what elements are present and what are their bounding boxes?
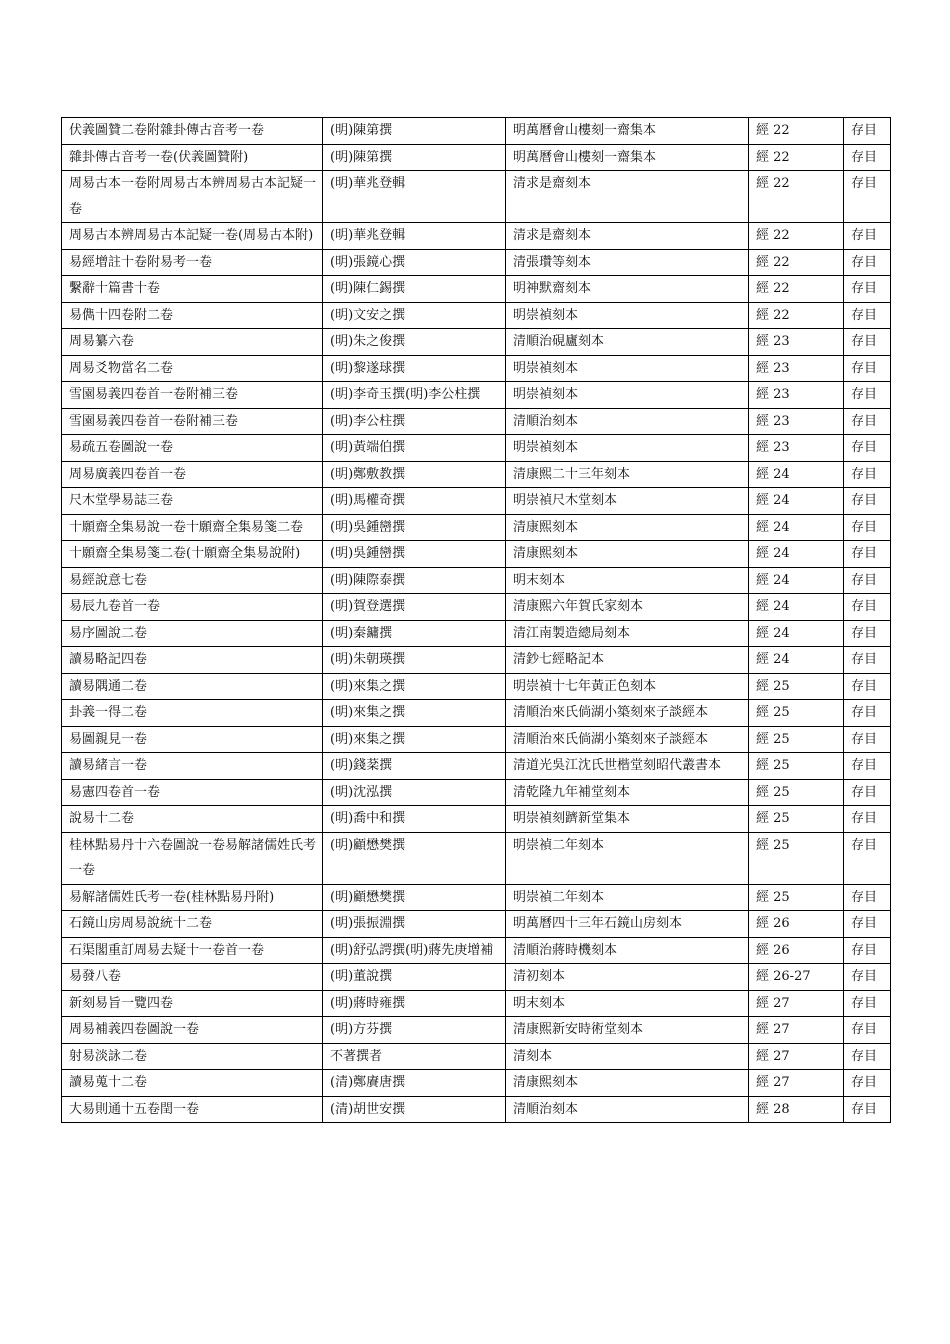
- edition-cell: 清順治來氏倘湖小築刻來子談經本: [506, 726, 749, 753]
- classification-cell: 經 24: [749, 488, 844, 515]
- status-cell: 存目: [844, 726, 891, 753]
- edition-cell: 清康熙刻本: [506, 1070, 749, 1097]
- table-row: [62, 118, 891, 145]
- catalog-table-body: [62, 118, 891, 1123]
- edition-cell: 清康熙六年賀氏家刻本: [506, 594, 749, 621]
- edition-cell: 明崇禎尺木堂刻本: [506, 488, 749, 515]
- classification-cell: 經 26: [749, 911, 844, 938]
- book-title-cell: 石鏡山房周易說統十二卷: [62, 911, 323, 938]
- book-title-cell: 十願齋全集易說一卷十願齋全集易箋二卷: [62, 514, 323, 541]
- book-title-cell: 繫辭十篇書十卷: [62, 276, 323, 303]
- status-cell: 存目: [844, 1070, 891, 1097]
- edition-cell: 明萬曆會山樓刻一齋集本: [506, 118, 749, 145]
- edition-cell: 清刻本: [506, 1043, 749, 1070]
- status-cell: 存目: [844, 276, 891, 303]
- classification-cell: 經 24: [749, 620, 844, 647]
- table-row: [62, 937, 891, 964]
- status-cell: 存目: [844, 329, 891, 356]
- edition-cell: 清康熙刻本: [506, 541, 749, 568]
- status-cell: 存目: [844, 779, 891, 806]
- author-cell: (明)陳仁錫撰: [323, 276, 506, 303]
- status-cell: 存目: [844, 673, 891, 700]
- classification-cell: 經 25: [749, 673, 844, 700]
- status-cell: 存目: [844, 1096, 891, 1123]
- author-cell: (明)朱之俊撰: [323, 329, 506, 356]
- classification-cell: 經 22: [749, 118, 844, 145]
- author-cell: (明)喬中和撰: [323, 806, 506, 833]
- author-cell: (明)董說撰: [323, 964, 506, 991]
- status-cell: 存目: [844, 118, 891, 145]
- author-cell: (明)賀登選撰: [323, 594, 506, 621]
- author-cell: (明)來集之撰: [323, 673, 506, 700]
- book-title-cell: 雜卦傳古音考一卷(伏義圖贊附): [62, 144, 323, 171]
- table-row: [62, 461, 891, 488]
- edition-cell: 明崇禎刻本: [506, 435, 749, 462]
- status-cell: 存目: [844, 461, 891, 488]
- author-cell: (明)鄭敷教撰: [323, 461, 506, 488]
- status-cell: 存目: [844, 620, 891, 647]
- author-cell: (明)來集之撰: [323, 700, 506, 727]
- table-row: [62, 408, 891, 435]
- status-cell: 存目: [844, 1043, 891, 1070]
- status-cell: 存目: [844, 884, 891, 911]
- author-cell: (明)錢棻撰: [323, 753, 506, 780]
- table-row: [62, 1096, 891, 1123]
- edition-cell: 清求是齋刻本: [506, 223, 749, 250]
- table-row: [62, 171, 891, 223]
- status-cell: 存目: [844, 806, 891, 833]
- table-row: [62, 567, 891, 594]
- book-title-cell: 周易纂六卷: [62, 329, 323, 356]
- book-title-cell: 伏義圖贊二卷附雜卦傳古音考一卷: [62, 118, 323, 145]
- classification-cell: 經 24: [749, 567, 844, 594]
- author-cell: (明)顧懋樊撰: [323, 884, 506, 911]
- status-cell: 存目: [844, 1017, 891, 1044]
- edition-cell: 明萬曆四十三年石鏡山房刻本: [506, 911, 749, 938]
- table-row: [62, 249, 891, 276]
- author-cell: (清)鄭賡唐撰: [323, 1070, 506, 1097]
- status-cell: 存目: [844, 435, 891, 462]
- book-title-cell: 周易補義四卷圖說一卷: [62, 1017, 323, 1044]
- table-row: [62, 990, 891, 1017]
- book-title-cell: 易疏五卷圖說一卷: [62, 435, 323, 462]
- table-row: [62, 620, 891, 647]
- status-cell: 存目: [844, 937, 891, 964]
- edition-cell: 清順治硯廬刻本: [506, 329, 749, 356]
- status-cell: 存目: [844, 249, 891, 276]
- author-cell: (明)陳際泰撰: [323, 567, 506, 594]
- author-cell: (明)黎遂球撰: [323, 355, 506, 382]
- status-cell: 存目: [844, 355, 891, 382]
- edition-cell: 明崇禎二年刻本: [506, 884, 749, 911]
- table-row: [62, 1070, 891, 1097]
- table-row: [62, 435, 891, 462]
- edition-cell: 明末刻本: [506, 990, 749, 1017]
- book-title-cell: 易經增註十卷附易考一卷: [62, 249, 323, 276]
- classification-cell: 經 25: [749, 806, 844, 833]
- author-cell: (明)陳第撰: [323, 118, 506, 145]
- table-row: [62, 355, 891, 382]
- status-cell: 存目: [844, 964, 891, 991]
- edition-cell: 清鈔七經略記本: [506, 647, 749, 674]
- table-row: [62, 144, 891, 171]
- book-title-cell: 讀易緒言一卷: [62, 753, 323, 780]
- classification-cell: 經 23: [749, 408, 844, 435]
- author-cell: (明)沈泓撰: [323, 779, 506, 806]
- book-title-cell: 說易十二卷: [62, 806, 323, 833]
- book-title-cell: 讀易隅通二卷: [62, 673, 323, 700]
- status-cell: 存目: [844, 382, 891, 409]
- classification-cell: 經 23: [749, 435, 844, 462]
- catalog-table: [61, 117, 891, 1123]
- table-row: [62, 541, 891, 568]
- classification-cell: 經 27: [749, 1070, 844, 1097]
- book-title-cell: 桂林點易丹十六卷圖說一卷易解諸儒姓氏考一卷: [62, 832, 323, 884]
- table-row: [62, 514, 891, 541]
- table-row: [62, 276, 891, 303]
- book-title-cell: 易圖親見一卷: [62, 726, 323, 753]
- book-title-cell: 易序圖說二卷: [62, 620, 323, 647]
- edition-cell: 清江南製造總局刻本: [506, 620, 749, 647]
- author-cell: (明)張鏡心撰: [323, 249, 506, 276]
- edition-cell: 清順治來氏倘湖小築刻來子談經本: [506, 700, 749, 727]
- book-title-cell: 新刻易旨一覽四卷: [62, 990, 323, 1017]
- edition-cell: 清道光吳江沈氏世楷堂刻昭代叢書本: [506, 753, 749, 780]
- table-row: [62, 806, 891, 833]
- author-cell: (明)吳鍾巒撰: [323, 514, 506, 541]
- book-title-cell: 十願齋全集易箋二卷(十願齋全集易說附): [62, 541, 323, 568]
- author-cell: (明)陳第撰: [323, 144, 506, 171]
- classification-cell: 經 27: [749, 990, 844, 1017]
- author-cell: (明)張振淵撰: [323, 911, 506, 938]
- status-cell: 存目: [844, 567, 891, 594]
- book-title-cell: 雪園易義四卷首一卷附補三卷: [62, 382, 323, 409]
- author-cell: (明)文安之撰: [323, 302, 506, 329]
- author-cell: (明)來集之撰: [323, 726, 506, 753]
- table-row: [62, 223, 891, 250]
- author-cell: (明)蔣時雍撰: [323, 990, 506, 1017]
- book-title-cell: 尺木堂學易誌三卷: [62, 488, 323, 515]
- status-cell: 存目: [844, 302, 891, 329]
- classification-cell: 經 22: [749, 276, 844, 303]
- table-row: [62, 832, 891, 884]
- edition-cell: 清張瓚等刻本: [506, 249, 749, 276]
- classification-cell: 經 22: [749, 223, 844, 250]
- classification-cell: 經 27: [749, 1043, 844, 1070]
- status-cell: 存目: [844, 647, 891, 674]
- classification-cell: 經 23: [749, 355, 844, 382]
- status-cell: 存目: [844, 832, 891, 884]
- book-title-cell: 卦義一得二卷: [62, 700, 323, 727]
- classification-cell: 經 26: [749, 937, 844, 964]
- catalog-sheet: [61, 117, 890, 1123]
- edition-cell: 清順治刻本: [506, 1096, 749, 1123]
- status-cell: 存目: [844, 223, 891, 250]
- table-row: [62, 594, 891, 621]
- book-title-cell: 石渠閣重訂周易去疑十一卷首一卷: [62, 937, 323, 964]
- table-row: [62, 382, 891, 409]
- author-cell: (明)馬權奇撰: [323, 488, 506, 515]
- edition-cell: 明崇禎刻躋新堂集本: [506, 806, 749, 833]
- book-title-cell: 易憲四卷首一卷: [62, 779, 323, 806]
- status-cell: 存目: [844, 700, 891, 727]
- book-title-cell: 大易則通十五卷閏一卷: [62, 1096, 323, 1123]
- edition-cell: 明崇禎二年刻本: [506, 832, 749, 884]
- author-cell: (明)顧懋樊撰: [323, 832, 506, 884]
- status-cell: 存目: [844, 488, 891, 515]
- edition-cell: 清初刻本: [506, 964, 749, 991]
- edition-cell: 清康熙刻本: [506, 514, 749, 541]
- status-cell: 存目: [844, 514, 891, 541]
- book-title-cell: 射易淡詠二卷: [62, 1043, 323, 1070]
- status-cell: 存目: [844, 911, 891, 938]
- classification-cell: 經 24: [749, 647, 844, 674]
- table-row: [62, 700, 891, 727]
- table-row: [62, 964, 891, 991]
- classification-cell: 經 28: [749, 1096, 844, 1123]
- status-cell: 存目: [844, 408, 891, 435]
- author-cell: (明)舒弘諤撰(明)蔣先庚增補: [323, 937, 506, 964]
- book-title-cell: 周易古本一卷附周易古本辨周易古本記疑一卷: [62, 171, 323, 223]
- table-row: [62, 779, 891, 806]
- classification-cell: 經 25: [749, 700, 844, 727]
- classification-cell: 經 23: [749, 329, 844, 356]
- status-cell: 存目: [844, 541, 891, 568]
- table-row: [62, 1017, 891, 1044]
- book-title-cell: 雪園易義四卷首一卷附補三卷: [62, 408, 323, 435]
- table-row: [62, 753, 891, 780]
- classification-cell: 經 22: [749, 171, 844, 223]
- edition-cell: 明崇禎刻本: [506, 355, 749, 382]
- book-title-cell: 周易古本辨周易古本記疑一卷(周易古本附): [62, 223, 323, 250]
- edition-cell: 清康熙二十三年刻本: [506, 461, 749, 488]
- edition-cell: 明崇禎刻本: [506, 382, 749, 409]
- edition-cell: 明崇禎刻本: [506, 302, 749, 329]
- author-cell: (明)黃端伯撰: [323, 435, 506, 462]
- book-title-cell: 易經說意七卷: [62, 567, 323, 594]
- table-row: [62, 302, 891, 329]
- author-cell: (明)李公柱撰: [323, 408, 506, 435]
- classification-cell: 經 24: [749, 514, 844, 541]
- classification-cell: 經 27: [749, 1017, 844, 1044]
- author-cell: 不著撰者: [323, 1043, 506, 1070]
- status-cell: 存目: [844, 171, 891, 223]
- book-title-cell: 周易廣義四卷首一卷: [62, 461, 323, 488]
- author-cell: (明)李奇玉撰(明)李公柱撰: [323, 382, 506, 409]
- table-row: [62, 1043, 891, 1070]
- author-cell: (明)華兆登輯: [323, 171, 506, 223]
- book-title-cell: 周易爻物當名二卷: [62, 355, 323, 382]
- book-title-cell: 易解諸儒姓氏考一卷(桂林點易丹附): [62, 884, 323, 911]
- table-row: [62, 884, 891, 911]
- status-cell: 存目: [844, 990, 891, 1017]
- edition-cell: 明末刻本: [506, 567, 749, 594]
- status-cell: 存目: [844, 753, 891, 780]
- classification-cell: 經 22: [749, 249, 844, 276]
- edition-cell: 清順治刻本: [506, 408, 749, 435]
- book-title-cell: 讀易蒐十二卷: [62, 1070, 323, 1097]
- author-cell: (明)華兆登輯: [323, 223, 506, 250]
- classification-cell: 經 26-27: [749, 964, 844, 991]
- classification-cell: 經 23: [749, 382, 844, 409]
- edition-cell: 清康熙新安時術堂刻本: [506, 1017, 749, 1044]
- classification-cell: 經 24: [749, 594, 844, 621]
- edition-cell: 清求是齋刻本: [506, 171, 749, 223]
- classification-cell: 經 22: [749, 302, 844, 329]
- author-cell: (清)胡世安撰: [323, 1096, 506, 1123]
- edition-cell: 清乾隆九年補堂刻本: [506, 779, 749, 806]
- book-title-cell: 讀易略記四卷: [62, 647, 323, 674]
- status-cell: 存目: [844, 594, 891, 621]
- table-row: [62, 673, 891, 700]
- status-cell: 存目: [844, 144, 891, 171]
- classification-cell: 經 22: [749, 144, 844, 171]
- edition-cell: 明神默齋刻本: [506, 276, 749, 303]
- edition-cell: 明崇禎十七年黃正色刻本: [506, 673, 749, 700]
- author-cell: (明)朱朝瑛撰: [323, 647, 506, 674]
- author-cell: (明)方芬撰: [323, 1017, 506, 1044]
- book-title-cell: 易辰九卷首一卷: [62, 594, 323, 621]
- table-row: [62, 647, 891, 674]
- edition-cell: 清順治蔣時機刻本: [506, 937, 749, 964]
- book-title-cell: 易儁十四卷附二卷: [62, 302, 323, 329]
- table-row: [62, 329, 891, 356]
- classification-cell: 經 25: [749, 832, 844, 884]
- classification-cell: 經 25: [749, 726, 844, 753]
- book-title-cell: 易發八卷: [62, 964, 323, 991]
- table-row: [62, 911, 891, 938]
- author-cell: (明)吳鍾巒撰: [323, 541, 506, 568]
- table-row: [62, 726, 891, 753]
- classification-cell: 經 24: [749, 461, 844, 488]
- edition-cell: 明萬曆會山樓刻一齋集本: [506, 144, 749, 171]
- table-row: [62, 488, 891, 515]
- classification-cell: 經 25: [749, 884, 844, 911]
- author-cell: (明)秦鏞撰: [323, 620, 506, 647]
- classification-cell: 經 25: [749, 753, 844, 780]
- classification-cell: 經 24: [749, 541, 844, 568]
- classification-cell: 經 25: [749, 779, 844, 806]
